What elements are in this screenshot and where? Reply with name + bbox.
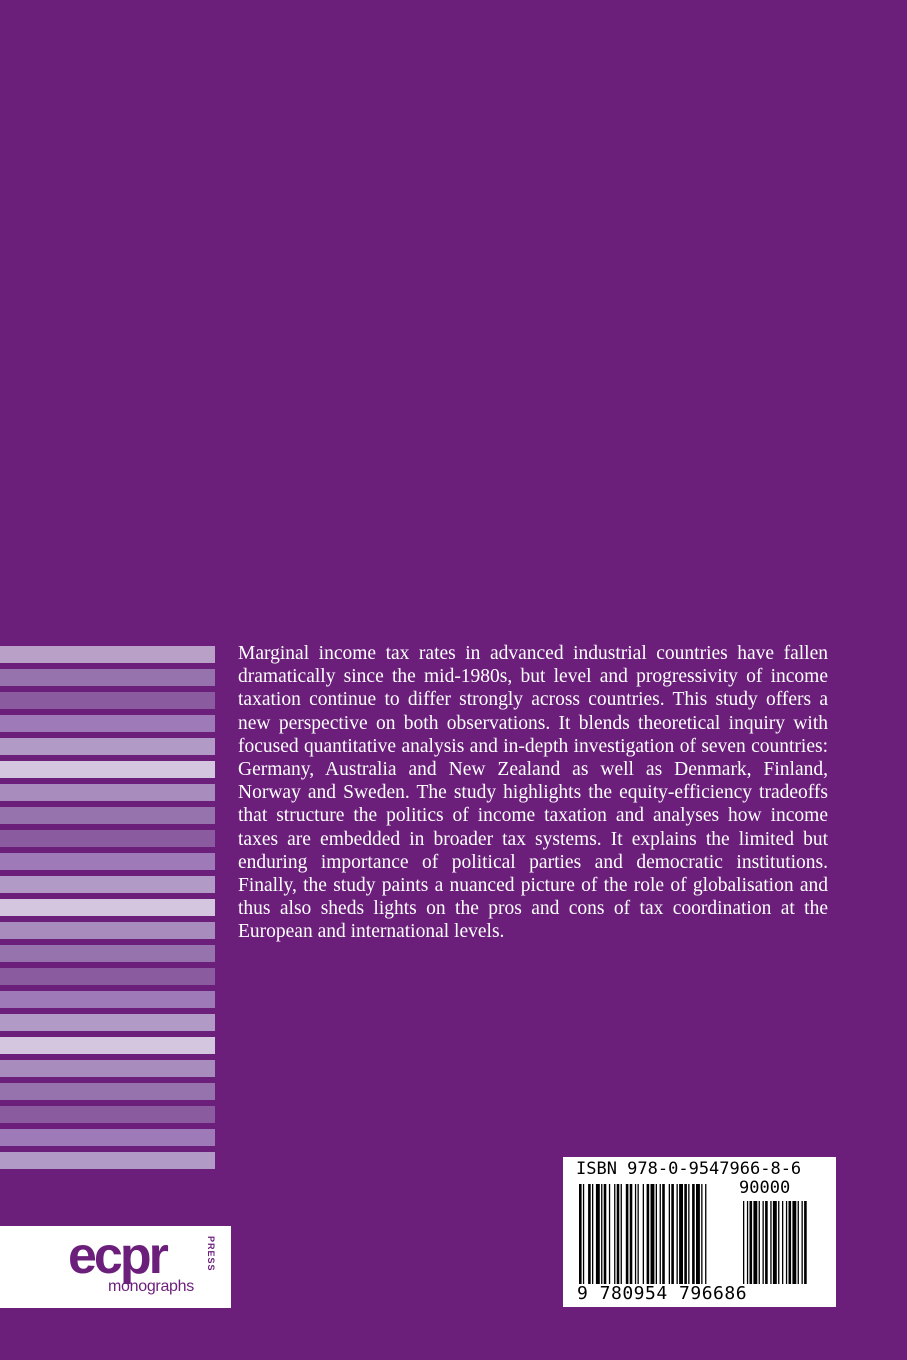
barcode-bar (688, 1184, 689, 1284)
barcode-bar (630, 1184, 633, 1284)
stripe (0, 968, 215, 985)
barcode-digits: 9 780954 796686 (577, 1283, 748, 1304)
barcode-bar (596, 1184, 600, 1284)
barcode-bar (643, 1184, 644, 1284)
addon-bar (773, 1201, 777, 1284)
barcode-bar (583, 1184, 584, 1284)
addon-bar (747, 1201, 748, 1284)
stripe (0, 1060, 215, 1077)
addon-bar (792, 1201, 796, 1284)
price-addon: 90000 (739, 1178, 791, 1198)
barcode-bar (701, 1184, 702, 1284)
stripe (0, 1083, 215, 1100)
barcode-bar (592, 1184, 593, 1284)
addon-bar (759, 1201, 760, 1284)
barcode-bar (692, 1184, 695, 1284)
publisher-logo (0, 1226, 231, 1308)
stripe (0, 853, 215, 870)
barcode-bar (617, 1184, 620, 1284)
stripe (0, 1129, 215, 1146)
stripe (0, 807, 215, 824)
barcode-bar (679, 1184, 683, 1284)
stripe (0, 1037, 215, 1054)
barcode-bar (579, 1184, 582, 1284)
isbn-barcode (563, 1157, 836, 1307)
stripe (0, 899, 215, 916)
barcode-bar (662, 1184, 665, 1284)
stripe (0, 1014, 215, 1031)
barcode-bar (669, 1184, 670, 1284)
addon-bar (750, 1201, 753, 1284)
barcode-bar (660, 1184, 661, 1284)
barcode-bar (601, 1184, 602, 1284)
barcode-bar (647, 1184, 650, 1284)
barcode-bar (684, 1184, 687, 1284)
barcode-bar (671, 1184, 674, 1284)
addon-bar (789, 1201, 792, 1284)
decorative-stripes (0, 646, 215, 1175)
barcode-bar (705, 1184, 706, 1284)
stripe (0, 715, 215, 732)
stripe (0, 646, 215, 663)
isbn-label: ISBN 978-0-9547966-8-6 (576, 1159, 802, 1179)
logo-series-label: monographs (108, 1278, 194, 1295)
addon-bar (763, 1201, 764, 1284)
stripe (0, 922, 215, 939)
back-cover-blurb: Marginal income tax rates in advanced industrial countries have fallen dramatically since the mid-1980s, but level and progressivity of income taxation continue to differ strongly across countries. This study offers a new perspective on both observations. It blends theoretical inquiry with focused quantitative analysis and in-depth investigation of seven countries: Germany, Australia and New Zealand as well as Denmark, Finland, Norway and Sweden. The study highlights the equity-efficiency tradeoffs that structure the politics of income taxation and analyses how income taxes are embedded in broader tax systems. It explains the limited but enduring importance of political parties and democratic institutions. Finally, the study paints a nuanced picture of the role of globalisation and thus also sheds lights on the pros and cons of tax coordination at the European and international levels. (238, 643, 828, 943)
barcode-bar (609, 1184, 610, 1284)
addon-bar (743, 1201, 744, 1284)
stripe (0, 738, 215, 755)
stripe (0, 945, 215, 962)
addon-bar (786, 1201, 787, 1284)
barcode-bar (614, 1184, 615, 1284)
addon-bar (778, 1201, 779, 1284)
barcode-bar (651, 1184, 655, 1284)
barcode-bar (638, 1184, 639, 1284)
addon-bar (753, 1201, 757, 1284)
addon-bar (782, 1201, 783, 1284)
barcode-bar (621, 1184, 622, 1284)
stripe (0, 876, 215, 893)
barcode-bar (588, 1184, 591, 1284)
barcode-bar (677, 1184, 678, 1284)
stripe (0, 1106, 215, 1123)
stripe (0, 669, 215, 686)
logo-wordmark: ecpr (68, 1227, 166, 1285)
barcode-bar (626, 1184, 629, 1284)
stripe (0, 784, 215, 801)
addon-bar (765, 1201, 768, 1284)
logo-press-label: PRESS (206, 1236, 216, 1272)
barcode-bar (656, 1184, 657, 1284)
addon-bar (802, 1201, 803, 1284)
addon-bar (770, 1201, 771, 1284)
stripe (0, 761, 215, 778)
barcode-bar (604, 1184, 607, 1284)
stripe (0, 991, 215, 1008)
addon-bar (804, 1201, 807, 1284)
barcode-bar (696, 1184, 700, 1284)
addon-bar (798, 1201, 799, 1284)
barcode-bar (635, 1184, 636, 1284)
stripe (0, 830, 215, 847)
stripe (0, 1152, 215, 1169)
stripe (0, 692, 215, 709)
